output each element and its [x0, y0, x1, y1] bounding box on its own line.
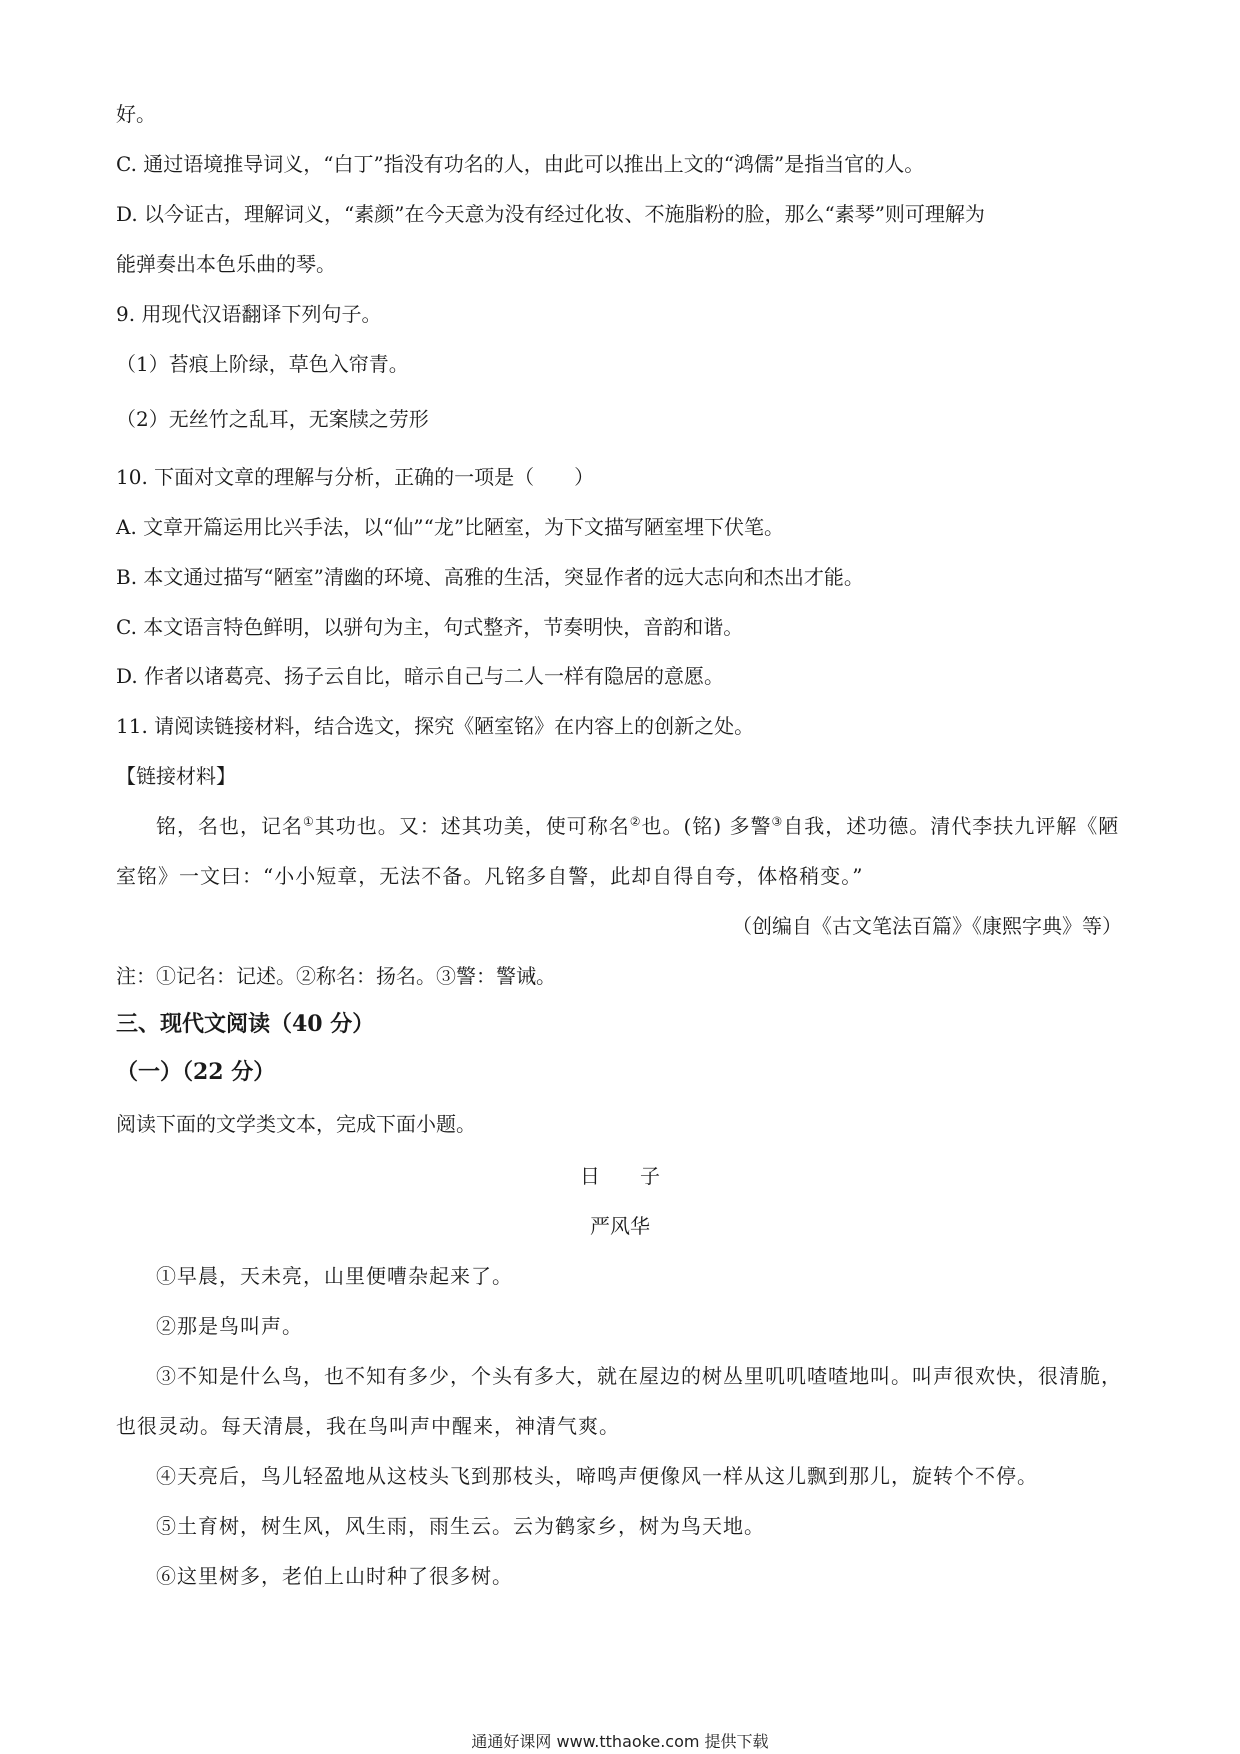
text-segment: 自我，述功德。清代李扶九评解《陋: [783, 814, 1120, 838]
question-9-item-1: （1）苔痕上阶绿，草色入帘青。: [116, 352, 409, 376]
footnote-mark: ②: [629, 814, 642, 829]
question-10: 10. 下面对文章的理解与分析，正确的一项是（ ）: [116, 465, 595, 489]
link-material-line: [156, 812, 1119, 840]
page-footer: 通通好课网 www.tthaoke.com 提供下载: [471, 1732, 769, 1751]
section-heading: 三、现代文阅读（40 分）: [116, 1011, 375, 1037]
source-note: （创编自《古文笔法百篇》《康熙字典》等）: [732, 914, 1122, 938]
passage-title: 日 子: [580, 1164, 660, 1188]
text-segment: 也。(铭) 多警: [641, 814, 772, 838]
text-line: 好。: [116, 102, 156, 126]
paragraph-1: ①早晨，天未亮，山里便嘈杂起来了。: [156, 1264, 513, 1288]
paragraph-3-cont: 也很灵动。每天清晨，我在鸟叫声中醒来，神清气爽。: [116, 1414, 620, 1438]
option-d: D. 作者以诸葛亮、扬子云自比，暗示自己与二人一样有隐居的意愿。: [116, 664, 725, 688]
question-9: 9. 用现代汉语翻译下列句子。: [116, 302, 382, 326]
instruction: 阅读下面的文学类文本，完成下面小题。: [116, 1112, 476, 1136]
paragraph-4: ④天亮后，鸟儿轻盈地从这枝头飞到那枝头，啼鸣声便像风一样从这儿飘到那儿，旋转个不停。: [156, 1464, 1038, 1488]
option-b: B. 本文通过描写“陋室”清幽的环境、高雅的生活，突显作者的远大志向和杰出才能。: [116, 565, 864, 589]
question-9-item-2: （2）无丝竹之乱耳，无案牍之劳形: [116, 407, 429, 431]
option-c: C. 本文语言特色鲜明，以骈句为主，句式整齐，节奏明快，音韵和谐。: [116, 615, 744, 639]
option-a: A. 文章开篇运用比兴手法，以“仙”“龙”比陋室，为下文描写陋室埋下伏笔。: [116, 515, 785, 539]
question-11: 11. 请阅读链接材料，结合选文，探究《陋室铭》在内容上的创新之处。: [116, 714, 755, 738]
footnote-mark: ①: [303, 814, 315, 829]
footnotes: 注：①记名：记述。②称名：扬名。③警：警诫。: [116, 964, 556, 988]
paragraph-6: ⑥这里树多，老伯上山时种了很多树。: [156, 1564, 513, 1588]
paragraph-3: ③不知是什么鸟，也不知有多少，个头有多大，就在屋边的树丛里叽叽喳喳地叫。叫声很欢快，很清脆，: [156, 1364, 1122, 1388]
passage-author: 严风华: [590, 1214, 650, 1238]
link-material-line: 室铭》一文曰：“小小短章，无法不备。凡铭多自警，此却自得自夸，体格稍变。”: [116, 864, 864, 888]
text-segment: 铭，名也，记名: [156, 814, 303, 838]
footnote-mark: ③: [771, 814, 784, 829]
paragraph-2: ②那是鸟叫声。: [156, 1314, 303, 1338]
text-line: 能弹奏出本色乐曲的琴。: [116, 252, 336, 276]
paragraph-5: ⑤土育树，树生风，风生雨，雨生云。云为鹤家乡，树为鸟天地。: [156, 1514, 765, 1538]
option-d: D. 以今证古，理解词义，“素颜”在今天意为没有经过化妆、不施脂粉的脸，那么“素琴”则可理解为: [116, 202, 985, 226]
option-c: C. 通过语境推导词义，“白丁”指没有功名的人，由此可以推出上文的“鸿儒”是指当官的人。: [116, 152, 925, 176]
subsection-heading: （一）（22 分）: [116, 1059, 276, 1085]
text-segment: 其功也。又：述其功美，使可称名: [314, 814, 630, 838]
link-material-heading: 【链接材料】: [116, 764, 236, 788]
